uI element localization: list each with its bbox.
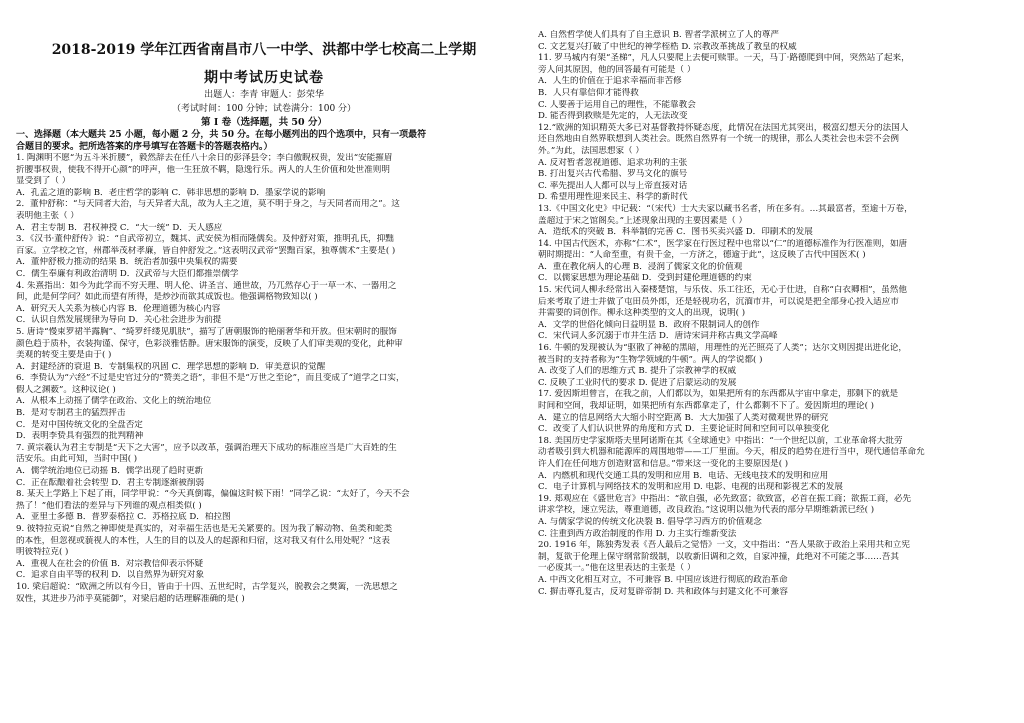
question-text-line: A．董仲舒极力推动的结果 B．统治者加强中央集权的需要 bbox=[16, 257, 238, 268]
authors-line: 出题人：李青 审题人：彭荣华 bbox=[204, 90, 324, 100]
question-text-line: A．从根本上动摇了儒学在政治、文化上的统治地位 bbox=[16, 396, 212, 407]
left-column bbox=[16, 34, 512, 605]
question-text-line: C. 人要善于运用自己的理性，不能靠教会 bbox=[538, 99, 696, 110]
question-text-line: A．人生的价值在于追求幸福而非苦修 bbox=[538, 76, 682, 87]
question-text-line: 讲求学校，速立宪法，尊重道德，改良政治。”这说明以他为代表的部分早期维新派已经( ) bbox=[538, 505, 875, 516]
question-text-line: C. 摒击尊孔复古，反对复辟帝制 D. 共和政体与封建文化不可兼容 bbox=[538, 586, 788, 597]
question-text-line: 被当时的支持者称为“生物学领域的牛顿”。两人的学说都( ) bbox=[538, 354, 763, 365]
question-text-line: 奴性，其进步乃沛乎莫能御”，对梁启超的话理解准确的是( ) bbox=[16, 593, 245, 604]
question-text-line: C．电子计算机与网络技术的发明和应用 D. 电影、电视的出现和影视艺术的发展 bbox=[538, 482, 843, 493]
question-text-line: 动者吸引到大机器和能源库的周围地带——工厂里面。今天，相反的趋势在进行当中，现代通信革命允 bbox=[538, 447, 925, 458]
question-text-line: 3．《汉书·董仲舒传》说：“自武帝初立，魏其、武安侯为相而隆儒矣。及仲舒对策，推明孔氏，抑黜 bbox=[16, 234, 394, 245]
question-text-line: 19. 郑观应在《盛世危言》中指出：“欲自强，必先致富；欲致富，必首在振工商；欲振工商，必先 bbox=[538, 493, 912, 504]
question-text-line: A．内燃机和现代交通工具的发明和应用 B．电话、无线电技术的发明和应用 bbox=[538, 470, 829, 481]
question-text-line: D. 能否得到救赎是先定的，人无法改变 bbox=[538, 111, 688, 122]
question-text-line: 13.《中国文化史》中记载：“（宋代）士大夫家以藏书名者，所在多有。…其最富者，至逾十万卷， bbox=[538, 203, 913, 214]
question-text-line: A．儒学统治地位已动摇 B．儒学出现了趋时更新 bbox=[16, 466, 204, 477]
question-text-line: 16. 牛顿的发现被认为“驱散了神秘的黑暗，用理性的光芒照亮了人类”；达尔文则因提出进化论， bbox=[538, 343, 907, 354]
question-text-line: 10. 梁启超说：“欧洲之所以有今日，皆由于十四、五世纪时，古学复兴，脱教会之樊篱，一洗思想之 bbox=[16, 581, 398, 592]
question-text-line: C．宋代词人多沉溺于市井生活 D．唐诗宋词并称古典文学高峰 bbox=[538, 331, 778, 342]
question-text-line: 假人之渊薮”。这种议论( ) bbox=[16, 384, 116, 395]
question-text-line: 18. 美国历史学家斯塔夫里阿诺斯在其《全球通史》中指出：“一个世纪以前，工业革命将大批劳 bbox=[538, 435, 903, 446]
question-text-line: A．造纸术的突破 B．科举制的完善 C．图书买卖兴盛 D．印刷术的发展 bbox=[538, 227, 813, 238]
question-text-line: 14. 中国古代医术，亦称“仁术”，医学家在行医过程中也常以“仁”的道德标准作为行医准则，如唐 bbox=[538, 238, 908, 249]
question-text-line: 折腰事权贵，使我不得开心颜”的呼声，他一生狂放不羁，隐逸行乐。两人的人生价值和处世准则明 bbox=[16, 164, 390, 175]
question-text-line: C. 文艺复兴打破了中世纪的神学桎梏 D. 宗教改革挑战了教皇的权威 bbox=[538, 41, 797, 52]
right-column bbox=[538, 30, 1018, 598]
question-text-line: C．改变了人们认识世界的角度和方式 D．主要论证时间和空间可以单独变化 bbox=[538, 424, 830, 435]
question-text-line: A．重在教化病人的心理 B．浸润了儒家文化的价值观 bbox=[538, 261, 743, 272]
question-text-line: A. 反对暂者忽视道德、追求功利的主张 bbox=[538, 157, 688, 168]
question-text-line: C．追求自由平等的权利 D．以自然界为研究对象 bbox=[16, 570, 205, 581]
question-text-line: C．儒生奉廉有利政治清明 D．汉武帝与大臣们都推崇儒学 bbox=[16, 268, 239, 279]
question-text-line: 4. 朱熹指出：如今为此学而不穷天理、明人伦、讲圣言、通世故，乃兀然存心于一草一木、一器用之 bbox=[16, 280, 397, 291]
question-text-line: A．建立的信息网络大大缩小时空距离 B．大大加强了人类对微观世界的研究 bbox=[538, 412, 829, 423]
question-text-line: A．研究天人关系为核心内容 B．伦理道德为核心内容 bbox=[16, 303, 221, 314]
question-text-line: 热了！”他们看法的差异与下列谁的观点相类似( ) bbox=[16, 500, 202, 511]
question-text-line: 井需要的词创作。柳永这种类型的文人的出现，说明( ) bbox=[538, 308, 746, 319]
question-text-line: 间，此是何学问？如此而望有所得，是炒沙而欲其成饭也。他强调格物致知以( ) bbox=[16, 292, 318, 303]
question-text-line: A. 自然哲学使人们具有了自主意识 B. 智者学派树立了人的尊严 bbox=[538, 30, 780, 40]
exam-info-line: （考试时间：100 分钟；试卷满分：100 分） bbox=[171, 104, 357, 114]
question-text-line: C．认识自然发展规律为导向 D．关心社会进步为前提 bbox=[16, 315, 222, 326]
question-text-line: 显受到了（ ） bbox=[16, 176, 71, 187]
volume-heading: 第 I 卷（选择题，共 50 分） bbox=[201, 117, 327, 128]
question-text-line: 15. 宋代词人柳永经常出入秦楼楚馆，与乐伎、乐工往还，无心于仕进，自称“白衣卿相”，虽然他 bbox=[538, 285, 907, 296]
question-text-line: 2．董仲舒称：“与天同者大治，与天异者大乱，故为人主之道，莫不明于身之，与天同者而用之”。这 bbox=[16, 199, 400, 210]
part-instructions-line2: 合题目的要求。把所选答案的序号填写在答题卡的答题表格内。） bbox=[16, 142, 273, 152]
right-question-lines bbox=[538, 30, 1018, 598]
question-text-line: C．正在酝酿着社会转型 D．君主专制逐渐被削弱 bbox=[16, 477, 205, 488]
question-text-line: 5. 唐诗“慢束罗裙半露胸”、“绮罗纤缕见肌肤”，描写了唐朝服饰的艳丽奢华和开放。但宋朝时的服饰 bbox=[16, 326, 397, 337]
question-text-line: C. 率先提出人人都可以与上帝直接对话 bbox=[538, 180, 688, 191]
question-text-line: A．亚里士多德 B．普罗泰格拉 C．苏格拉底 D．柏拉图 bbox=[16, 512, 231, 523]
question-text-line: 的本性，但忽视或藐视人的本性，人生的目的以及人的起源和归宿，这对我又有什么用处呢？”这表 bbox=[16, 535, 390, 546]
question-text-line: 6．李贽认为“六经”不过是史官过分的“赞美之语”，非但不是“万世之至论”，而且变成了“道学之口实， bbox=[16, 373, 405, 384]
question-text-line: 百家。立学校之官，州郡举茂材孝廉，皆自仲舒发之。”这表明汉武帝“罢黜百家，独尊儒术”主要是( ) bbox=[16, 245, 396, 256]
question-text-line: A．重视人在社会的价值 B．对宗教信仰表示怀疑 bbox=[16, 558, 204, 569]
left-question-lines bbox=[16, 153, 512, 605]
question-text-line: A．封建经济的衰退 B．专制集权的巩固 C．理学思想的影响 D．审美意识的觉醒 bbox=[16, 361, 326, 372]
question-text-line: B．人只有靠信仰才能得救 bbox=[538, 87, 639, 98]
exam-title-line1: 2018-2019 学年江西省南昌市八一中学、洪都中学七校高二上学期 bbox=[51, 42, 477, 58]
question-text-line: 制，复欲于伦理上保守纲常阶级制，以收新旧调和之效，自家冲撞，此绝对不可能之事……吾其 bbox=[538, 551, 899, 562]
question-text-line: D. 希望用理性迎来民主、科学的新时代 bbox=[538, 192, 688, 203]
question-text-line: 还自然地由自然界联想到人类社会。既然自然界有一个统一的规律，那么人类社会也未尝不会例 bbox=[538, 134, 899, 145]
question-text-line: 朝时期提出：“人命至重，有贵千金，一方济之，德逾于此”，这反映了古代中国医术( ) bbox=[538, 250, 866, 261]
question-text-line: 17. 爱因斯坦曾言，在我之前，人们都以为，如果把所有的东西都从宇宙中拿走，那剩下的就是 bbox=[538, 389, 899, 400]
question-text-line: D．表明李贽具有强烈的批判精神 bbox=[16, 431, 144, 442]
exam-title-line2: 期中考试历史试卷 bbox=[204, 70, 324, 86]
question-text-line: A．文学的世俗化倾向日益明显 B．政府不限制词人的创作 bbox=[538, 319, 760, 330]
question-text-line: 活安乐。由此可知，当时中国( ) bbox=[16, 454, 138, 465]
question-text-line: 表明他主张（ ） bbox=[16, 210, 79, 221]
question-text-line: 20. 1916 年，陈独秀发表《吾人最后之觉悟》一文，文中指出：“吾人果欲于政治上采用共和立宪 bbox=[538, 540, 910, 551]
question-text-line: 颜色趋于质朴，衣装拘谨、保守，色彩淡雅恬静。唐宋服饰的演变，反映了人们审美观的变化，此种审 bbox=[16, 338, 403, 349]
question-text-line: A．孔孟之道的影响 B．老庄哲学的影响 C．韩非思想的影响 D．墨家学说的影响 bbox=[16, 187, 326, 198]
question-text-line: 盖超过于宋之馆阁矣。”上述现象出现的主要因素是（ ） bbox=[538, 215, 748, 226]
question-text-line: 一必废其一。”他在这里表达的主张是（ ） bbox=[538, 563, 696, 574]
part-instructions-line1: 一、选择题（本大题共 25 小题，每小题 2 分，共 50 分。在每小题列出的四个选项中，只有一项最符 bbox=[16, 130, 427, 140]
question-text-line: 11. 罗马城内有架“圣梯”，凡人只要爬上去便可赎罪。一天，马丁·路德爬到中间，突然站了起来， bbox=[538, 53, 910, 64]
question-text-line: C．以儒家思想为理论基础 D．受到封建伦理道德的约束 bbox=[538, 273, 752, 284]
question-text-line: 后来考取了进士并做了屯田员外郎，还是轻视功名，沉湎市井，可以说是把全部身心投入适应市 bbox=[538, 296, 899, 307]
question-text-line: 12.“欧洲的知识精英大多已对基督教持怀疑态度，此情况在法国尤其突出，极富幻想天分的法国人 bbox=[538, 122, 909, 133]
question-text-line: 7. 黄宗羲认为君主专制是“天下之大害”，应予以改革，强调治理天下成功的标准应当是广大百姓的生 bbox=[16, 442, 397, 453]
question-text-line: C．是对中国传统文化的全盘否定 bbox=[16, 419, 143, 430]
question-text-line: A. 与儒家学说的传统文化决裂 B. 倡导学习西方的价值观念 bbox=[538, 516, 762, 527]
question-text-line: B．是对专制君主的猛烈抨击 bbox=[16, 408, 126, 419]
question-text-line: 9. 彼特拉克说“自然之神即使是真实的，对幸福生活也是无关紧要的。因为我了解动物、鱼类和蛇类 bbox=[16, 524, 393, 534]
question-text-line: 8. 某天上学路上下起了雨，同学甲说：“今天真倒霉，偏偏这时候下雨！”同学乙说：“太好了，今天不会 bbox=[16, 489, 410, 500]
question-text-line: 外。”为此，法国思想家（ ） bbox=[538, 145, 644, 156]
question-text-line: A. 中西文化相互对立，不可兼容 B. 中国应该进行彻底的政治革命 bbox=[538, 574, 788, 585]
question-text-line: 旁人问其原因，他的回答最有可能是（ ） bbox=[538, 64, 696, 75]
question-text-line: C. 反映了工业时代的要求 D. 促进了启蒙运动的发展 bbox=[538, 377, 737, 388]
question-text-line: C. 注重到西方政治制度的作用 D. 力主实行维新变法 bbox=[538, 528, 737, 539]
question-text-line: 明彼特拉克( ) bbox=[16, 547, 69, 558]
question-text-line: A．君主专制 B．君权神授 C．“大一统” D．天人感应 bbox=[16, 222, 223, 233]
question-text-line: 美观的转变主要是由于( ) bbox=[16, 350, 112, 361]
question-text-line: A. 改变了人们的思维方式 B. 提升了宗教神学的权威 bbox=[538, 366, 737, 377]
question-text-line: 1. 陶渊明不愿“为五斗米折腰”，毅然辞去在任八十余日的彭泽县令；李白傲睨权贵，发出“安能摧眉 bbox=[16, 153, 393, 163]
question-text-line: 许人们在任何地方创造财富和信息。”带来这一变化的主要原因是( ) bbox=[538, 458, 789, 469]
question-text-line: B. 打出复兴古代希腊、罗马文化的旗号 bbox=[538, 169, 688, 180]
question-text-line: 时间和空间，我却证明，如果把所有东西都拿走了，什么都剩不下了。爱因斯坦的理论( ) bbox=[538, 401, 875, 411]
